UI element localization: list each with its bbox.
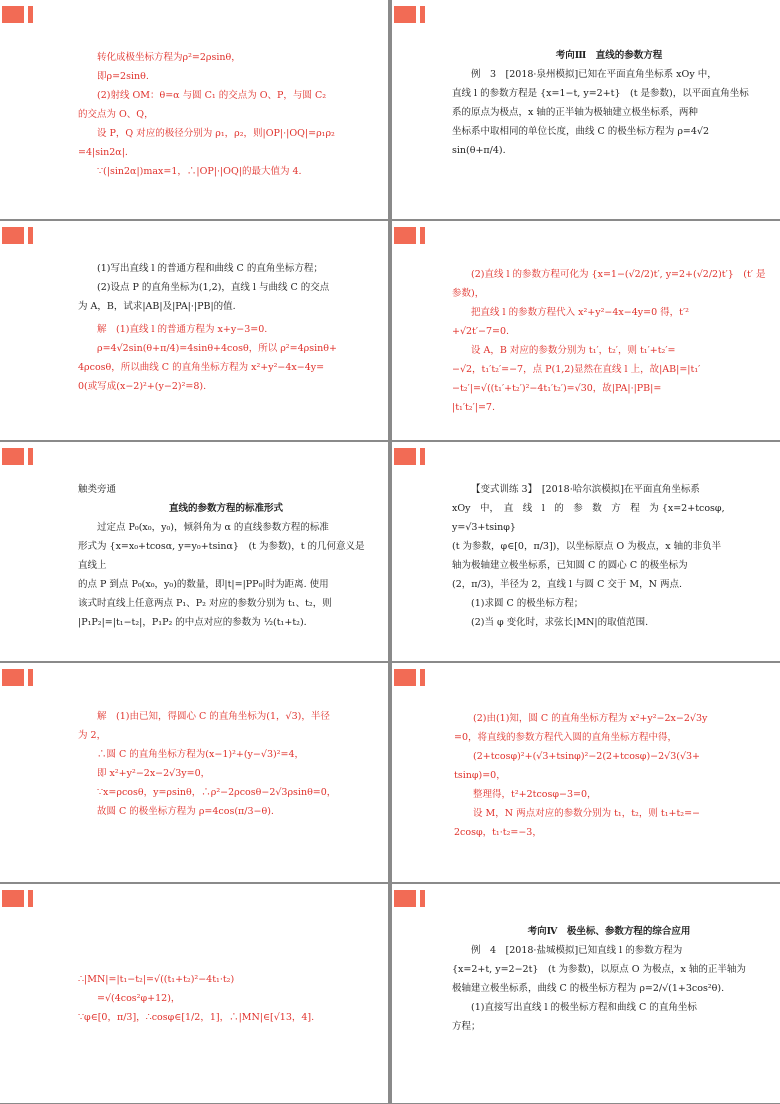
text-line: 4ρcosθ，所以曲线 C 的直角坐标方程为 x²+y²−4x−4y= [78,362,325,373]
slide-2 [392,0,780,219]
slide-5 [0,442,388,661]
section-title: 考向Ⅳ 极坐标、参数方程的综合应用 [527,926,691,937]
slide-logo-icon [394,669,434,687]
slide-logo-icon [394,6,434,24]
text-line: 【变式训练 3】 [2018·哈尔滨模拟]在平面直角坐标系 [471,484,700,495]
slide-8-content [454,709,766,842]
text-line: 的点 P 到点 P₀(x₀，y₀)的数量，即|t|=|PP₀|时为距离. 使用 [78,579,329,590]
slide-2-content [452,46,766,160]
slide-logo-icon [394,448,434,466]
slide-8 [392,663,780,882]
text-line: (2)直线 l 的参数方程可化为 {x=1−(√2/2)t′, y=2+(√2/2)t′} (t′ 是 [471,269,766,280]
text-line: −t₂′|=√((t₁′+t₂′)²−4t₁′t₂′)=√30，故|PA|·|PB|= [452,383,662,394]
text-line: 设 M，N 两点对应的参数分别为 t₁，t₂，则 t₁+t₂=− [473,808,701,819]
slide-10 [392,884,780,1103]
text-line: =0，将直线的参数方程代入圆的直角坐标方程中得， [454,732,678,743]
text-line: 故圆 C 的极坐标方程为 ρ=4cos(π/3−θ). [97,806,274,817]
slide-3-content [78,259,374,396]
text-line: 例 3 [2018·泉州模拟]已知在平面直角坐标系 xOy 中， [471,69,717,80]
slide-9 [0,884,388,1103]
text-line: 0(或写成(x−2)²+(y−2)²=8). [78,381,207,392]
text-line: ∵φ∈[0，π/3]，∴cosφ∈[1/2，1]，∴|MN|∈[√13，4]. [78,1012,315,1023]
text-line: 为 2， [78,730,107,741]
text-line: ∴圆 C 的直角坐标方程为(x−1)²+(y−√3)²=4， [97,749,305,760]
text-line: 参数)， [452,288,485,299]
text-line: (1)直接写出直线 l 的极坐标方程和曲线 C 的直角坐标 [471,1002,697,1013]
text-line: xOy 中， 直 线 l 的 参 数 方 程 为 {x=2+tcosφ, y=√3+tsinφ} [452,503,725,533]
text-line: (1)写出直线 l 的普通方程和曲线 C 的直角坐标方程； [97,263,323,274]
text-line: (t 为参数，φ∈[0，π/3])，以坐标原点 O 为极点，x 轴的非负半 [452,541,722,552]
text-line: 把直线 l 的参数方程代入 x²+y²−4x−4y=0 得，t′² [471,307,689,318]
slide-7 [0,663,388,882]
slide-logo-icon [2,669,42,687]
text-line: 解 (1)直线 l 的普通方程为 x+y−3=0. [97,324,268,335]
text-line: 形式为 {x=x₀+tcosα, y=y₀+tsinα} (t 为参数)，t 的几何意义是直线上 [78,541,365,571]
slide-5-content [78,480,374,632]
text-line: 例 4 [2018·盐城模拟]已知直线 l 的参数方程为 [471,945,683,956]
text-line: (2)设点 P 的直角坐标为(1,2)，直线 l 与曲线 C 的交点 [97,282,330,293]
text-line: 转化成极坐标方程为ρ²=2ρsinθ， [97,52,241,63]
text-line: {x=2+t, y=2−2t} (t 为参数)，以原点 O 为极点，x 轴的正半轴为 [452,964,746,975]
text-line: +√2t′−7=0. [452,326,510,337]
text-line: 直线 l 的参数方程是 {x=1−t, y=2+t} (t 是参数)，以平面直角坐标 [452,88,749,99]
text-line: (2)由(1)知，圆 C 的直角坐标方程为 x²+y²−2x−2√3y [473,713,708,724]
text-line: 设 A，B 对应的参数分别为 t₁′，t₂′，则 t₁′+t₂′= [471,345,676,356]
text-line: (2)当 φ 变化时，求弦长|MN|的取值范围. [471,617,649,628]
slide-4 [392,221,780,440]
section-heading: 触类旁通 [78,484,117,495]
text-line: 系的原点为极点，x 轴的正半轴为极轴建立极坐标系，两种 [452,107,698,118]
slide-7-content [78,707,374,821]
text-line: 即 x²+y²−2x−2√3y=0， [97,768,211,779]
text-line: (1)求圆 C 的极坐标方程； [471,598,584,609]
slide-logo-icon [2,227,42,245]
text-line: |P₁P₂|=|t₁−t₂|，P₁P₂ 的中点对应的参数为 ½(t₁+t₂). [78,617,307,628]
section-title: 直线的参数方程的标准形式 [168,503,283,514]
text-line: tsinφ)=0， [454,770,506,781]
text-line: =4|sin2α|. [78,147,128,158]
text-line: ∵(|sin2α|)max=1，∴|OP|·|OQ|的最大值为 4. [97,166,302,177]
text-line: 2cosφ，t₁·t₂=−3， [454,827,542,838]
text-line: ∴|MN|=|t₁−t₂|=√((t₁+t₂)²−4t₁·t₂) [78,974,235,985]
slide-1-content [78,48,374,181]
text-line: 该式时直线上任意两点 P₁、P₂ 对应的参数分别为 t₁、t₂，则 [78,598,332,609]
text-line: 解 (1)由已知，得圆心 C 的直角坐标为(1，√3)，半径 [97,711,330,722]
slide-logo-icon [2,448,42,466]
text-line: (2+tcosφ)²+(√3+tsinφ)²−2(2+tcosφ)−2√3(√3+ [473,751,701,762]
text-line: ∵x=ρcosθ，y=ρsinθ，∴ρ²−2ρcosθ−2√3ρsinθ=0， [97,787,337,798]
text-line: 为 A，B，试求|AB|及|PA|·|PB|的值. [78,301,236,312]
text-line: 即ρ=2sinθ. [97,71,149,82]
slide-logo-icon [394,227,434,245]
slide-1 [0,0,388,219]
text-line: ρ=4√2sin(θ+π/4)=4sinθ+4cosθ，所以 ρ²=4ρsinθ+ [97,343,337,354]
text-line: (2，π/3)，半径为 2，直线 l 与圆 C 交于 M，N 两点. [452,579,682,590]
text-line: =√(4cos²φ+12)， [97,993,181,1004]
slide-logo-icon [394,890,434,908]
text-line: 整理得，t²+2tcosφ−3=0， [473,789,597,800]
text-line: 设 P，Q 对应的极径分别为 ρ₁，ρ₂，则|OP|·|OQ|=ρ₁ρ₂ [97,128,335,139]
slide-3 [0,221,388,440]
text-line: 的交点为 O、Q， [78,109,154,120]
text-line: 过定点 P₀(x₀，y₀)，倾斜角为 α 的直线参数方程的标准 [97,522,329,533]
slide-6-content [452,480,766,632]
text-line: 方程； [452,1021,481,1032]
slide-logo-icon [2,6,42,24]
text-line: |t₁′t₂′|=7. [452,402,495,413]
slide-4-content [452,265,766,417]
text-line: sin(θ+π/4). [452,145,506,156]
section-title: 考向Ⅲ 直线的参数方程 [555,50,663,61]
text-line: 极轴建立极坐标系，曲线 C 的极坐标方程为 ρ=2/√(1+3cos²θ). [452,983,725,994]
slide-9-content [78,970,374,1027]
slide-6 [392,442,780,661]
text-line: (2)射线 OM：θ=α 与圆 C₁ 的交点为 O、P，与圆 C₂ [97,90,327,101]
text-line: −√2，t₁′t₂′=−7，点 P(1,2)显然在直线 l 上，故|AB|=|t₁′ [452,364,701,375]
slide-logo-icon [2,890,42,908]
slide-10-content [452,922,766,1036]
text-line: 坐标系中取相同的单位长度，曲线 C 的极坐标方程为 ρ=4√2 [452,126,710,137]
text-line: 轴为极轴建立极坐标系，已知圆 C 的圆心 C 的极坐标为 [452,560,688,571]
